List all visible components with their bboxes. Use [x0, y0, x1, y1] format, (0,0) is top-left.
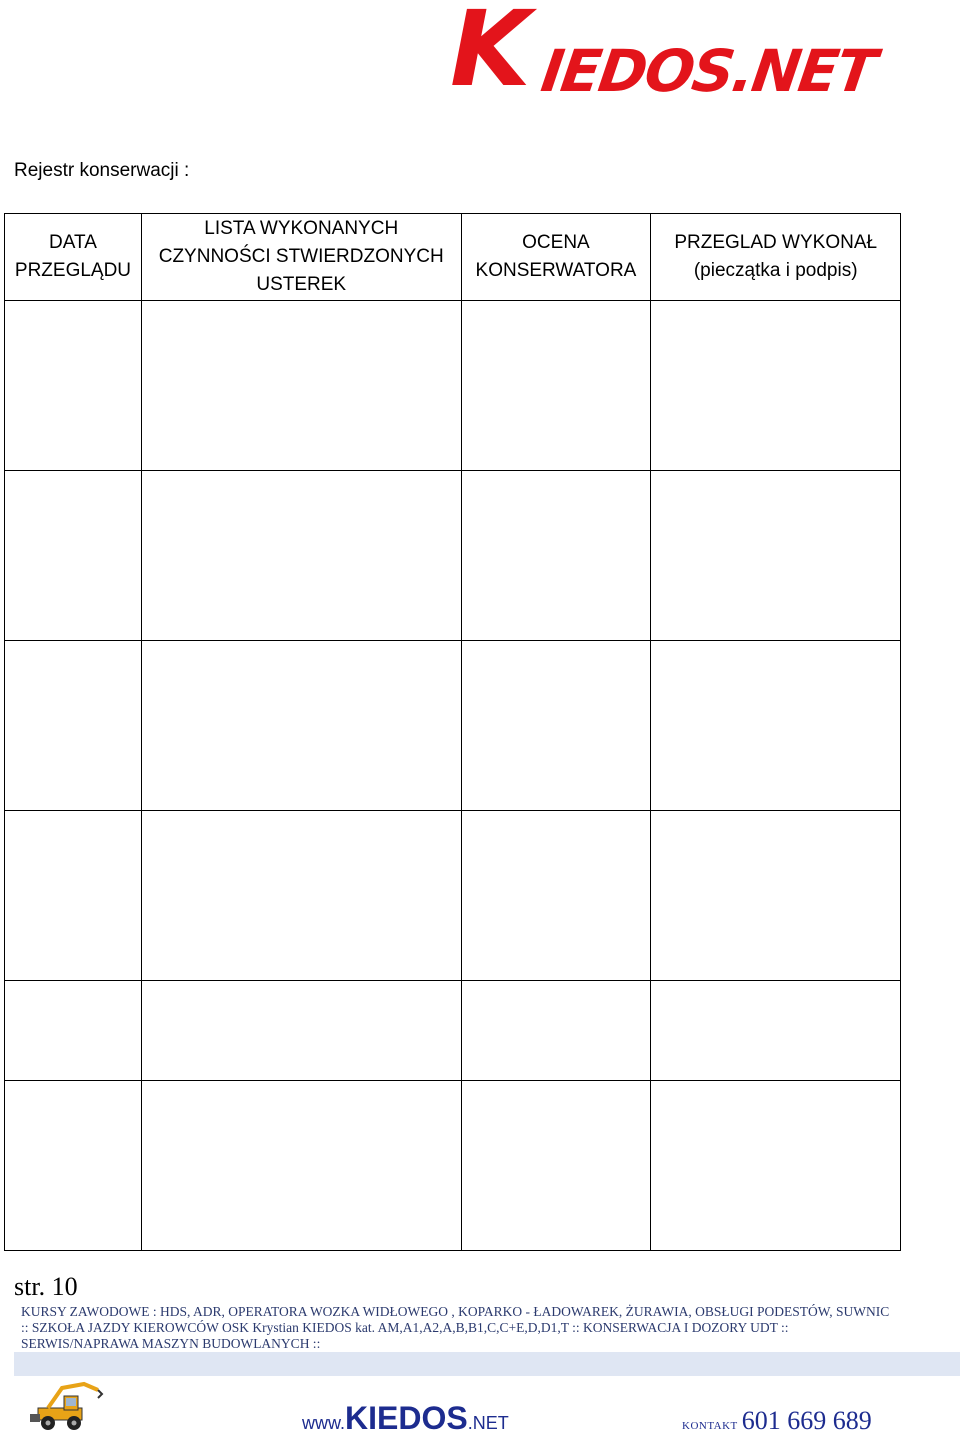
table-row	[5, 471, 901, 641]
header-maintainer-assessment	[461, 214, 651, 301]
www-name: KIEDOS	[345, 1400, 468, 1436]
table-cell[interactable]	[651, 811, 901, 981]
table-cell[interactable]	[651, 1081, 901, 1251]
table-cell[interactable]	[461, 1081, 651, 1251]
header-line: KONSERWATORA	[475, 260, 637, 281]
footer-band-divider	[14, 1376, 960, 1382]
header-line: PRZEGLAD WYKONAŁ	[674, 232, 878, 253]
table-cell[interactable]	[141, 981, 461, 1081]
table-cell[interactable]	[141, 1081, 461, 1251]
logo-letter-k: K	[450, 0, 529, 110]
page-number: str. 10	[14, 1272, 78, 1301]
contact-block	[682, 1406, 872, 1436]
contact-label: KONTAKT	[682, 1420, 738, 1432]
table-row	[5, 641, 901, 811]
footer-line: :: SZKOŁA JAZDY KIEROWCÓW OSK Krystian KIEDOS kat. AM,A1,A2,A,B,B1,C,C+E,D,D1,T :: KONSERWACJA I DOZORY UDT ::	[21, 1320, 789, 1335]
table-row	[5, 301, 901, 471]
table-cell[interactable]	[651, 301, 901, 471]
footer-line: SERWIS/NAPRAWA MASZYN BUDOWLANYCH ::	[21, 1336, 321, 1351]
logo-letters-rest: IEDOS.NET	[537, 37, 879, 105]
website-url[interactable]	[302, 1400, 509, 1437]
table-cell[interactable]	[5, 301, 142, 471]
table-cell[interactable]	[461, 471, 651, 641]
document-title: Rejestr konserwacji :	[14, 160, 190, 181]
table-cell[interactable]	[141, 811, 461, 981]
contact-phone[interactable]: 601 669 689	[741, 1406, 872, 1435]
table-cell[interactable]	[461, 301, 651, 471]
table-cell[interactable]	[461, 811, 651, 981]
header-line: OCENA	[522, 232, 590, 253]
kiedos-logo-wordmark	[446, 0, 886, 110]
header-activities-list	[141, 214, 461, 301]
table-cell[interactable]	[5, 811, 142, 981]
table-cell[interactable]	[141, 641, 461, 811]
header-inspection-date	[5, 214, 142, 301]
kiedos-logo	[446, 0, 886, 110]
table-cell[interactable]	[461, 981, 651, 1081]
table-cell[interactable]	[5, 981, 142, 1081]
header-line: DATA	[49, 232, 97, 253]
header-line: LISTA WYKONANYCH	[204, 218, 399, 239]
header-line: CZYNNOŚCI STWIERDZONYCH	[158, 246, 444, 267]
header-line: (pieczątka i podpis)	[693, 260, 858, 281]
header-line: PRZEGLĄDU	[14, 260, 132, 281]
header-performed-by	[651, 214, 901, 301]
table-cell[interactable]	[651, 471, 901, 641]
table-cell[interactable]	[141, 301, 461, 471]
table-row	[5, 811, 901, 981]
table-cell[interactable]	[141, 471, 461, 641]
www-prefix: www.	[302, 1413, 346, 1433]
www-suffix: .NET	[467, 1413, 509, 1433]
loader-machine-icon	[28, 1380, 108, 1432]
table-cell[interactable]	[461, 641, 651, 811]
table-cell[interactable]	[5, 471, 142, 641]
table-cell[interactable]	[5, 641, 142, 811]
table-cell[interactable]	[651, 641, 901, 811]
table-cell[interactable]	[651, 981, 901, 1081]
table-header-row	[5, 214, 901, 301]
table-cell[interactable]	[5, 1081, 142, 1251]
table-row	[5, 981, 901, 1081]
footer-services-text	[21, 1304, 946, 1352]
footer-line: KURSY ZAWODOWE : HDS, ADR, OPERATORA WOZKA WIDŁOWEGO , KOPARKO - ŁADOWAREK, ŻURAWIA, OBSŁUGI PODESTÓW, SUWNIC	[21, 1304, 890, 1319]
header-line: USTEREK	[256, 274, 347, 295]
maintenance-register-table	[4, 213, 901, 1251]
table-row	[5, 1081, 901, 1251]
